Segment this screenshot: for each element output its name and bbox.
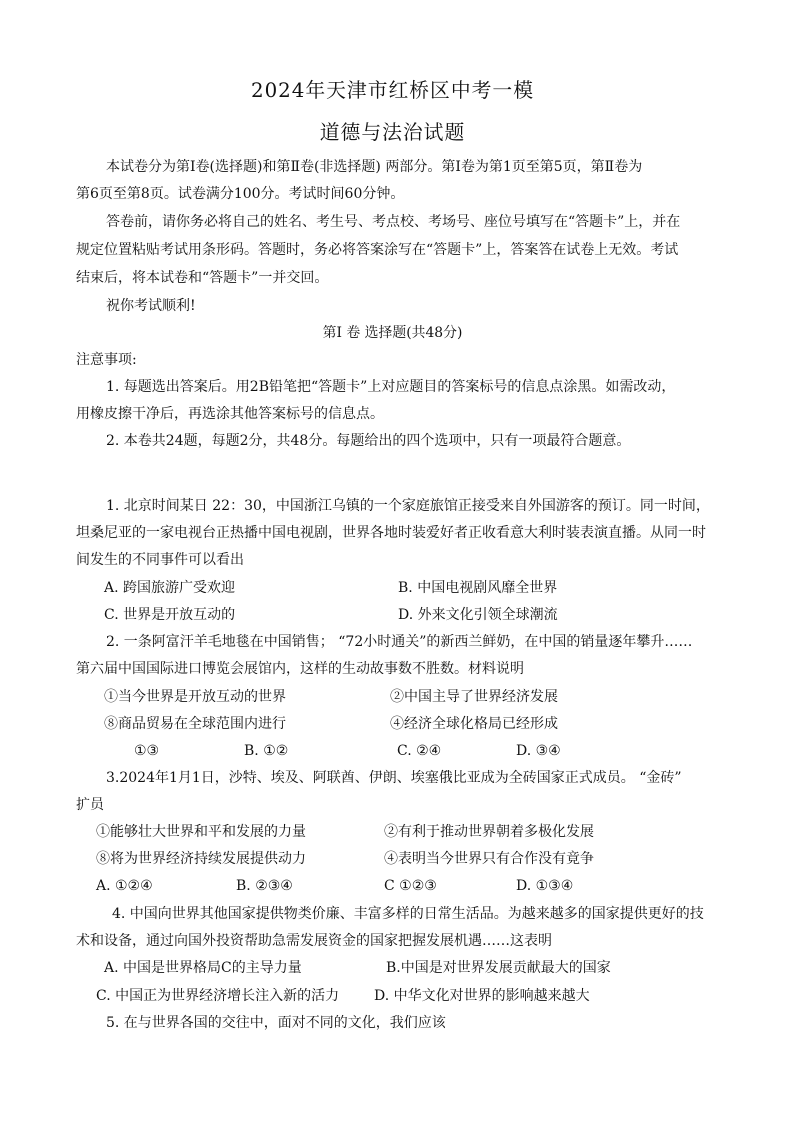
question-3-statement-3: ⑧将为世界经济持续发展提供动力	[96, 851, 306, 867]
question-4-option-b: B.中国是对世界发展贡献最大的国家	[386, 960, 611, 976]
question-3-option-c: C ①②③	[384, 878, 437, 894]
question-3-line-2: 扩员	[76, 797, 104, 813]
question-2-statement-3: ⑧商品贸易在全球范围内进行	[104, 716, 286, 732]
question-4-option-a: A. 中国是世界格局C的主导力量	[104, 960, 302, 976]
question-4-option-d: D. 中华文化对世界的影响越来越大	[374, 988, 590, 1004]
intro-paragraph-2-line-3: 结束后，将本试卷和“答题卡”一并交回。	[76, 270, 329, 286]
question-2-option-b: B. ①②	[244, 743, 289, 759]
question-1-option-a: A. 跨国旅游广受欢迎	[104, 580, 236, 596]
question-2-option-c: C. ②④	[397, 743, 442, 759]
question-2-statement-1: ①当今世界是开放互动的世界	[104, 689, 286, 705]
question-1-option-c: C. 世界是开放互动的	[104, 607, 236, 623]
notice-1-line-2: 用橡皮擦干净后，再选涂其他答案标号的信息点。	[76, 406, 384, 422]
good-luck-text: 祝你考试顺利!	[106, 298, 196, 314]
notice-label: 注意事项:	[76, 352, 137, 368]
question-3-statement-4: ④表明当今世界只有合作没有竟争	[384, 851, 594, 867]
question-3-statement-1: ①能够壮大世界和平和发展的力量	[96, 824, 306, 840]
question-2-option-d: D. ③④	[516, 743, 561, 759]
question-3-option-d: D. ①③④	[516, 878, 574, 894]
question-4-option-c: C. 中国正为世界经济增长注入新的活力	[96, 988, 340, 1004]
question-3-option-a: A. ①②④	[96, 878, 153, 894]
notice-2: 2. 本卷共24题，每题2分，共48分。每题给出的四个选项中，只有一项最符合题意。	[106, 433, 631, 449]
intro-paragraph-2-line-1: 答卷前，请你务必将自己的姓名、考生号、考点校、考场号、座位号填写在“答题卡”上，并在	[106, 214, 681, 230]
intro-paragraph-1-line-2: 第6页至第8页。试卷满分100分。考试时间60分钟。	[76, 186, 405, 202]
question-5-line-1: 5. 在与世界各国的交往中，面对不同的文化，我们应该	[106, 1015, 446, 1031]
question-1-option-d: D. 外来文化引领全球潮流	[398, 607, 558, 623]
question-2-statement-2: ②中国主导了世界经济发展	[390, 689, 558, 705]
question-1-line-1: 1. 北京时间某日 22：30，中国浙江乌镇的一个家庭旅馆正接受来自外国游客的预订。同一时间，	[106, 498, 710, 514]
exam-subtitle: 道德与法治试题	[319, 120, 466, 144]
question-3-line-1: 3.2024年1月1日，沙特、埃及、阿联酋、伊朗、埃塞俄比亚成为全砖国家正式成员。 “金砖”	[106, 770, 682, 786]
question-2-option-a: ①③	[134, 743, 160, 759]
notice-1-line-1: 1. 每题选出答案后。用2B铅笔把“答题卡”上对应题目的答案标号的信息点涂黑。如需改动，	[106, 379, 676, 395]
question-2-line-2: 第六届中国国际进口博览会展馆内，这样的生动故事数不胜数。材料说明	[76, 661, 524, 677]
intro-paragraph-2-line-2: 规定位置粘贴考试用条形码。答题时，务必将答案涂写在“答题卡”上，答案答在试卷上无效。考试	[76, 242, 679, 258]
question-1-line-2: 坦桑尼亚的一家电视台正热播中国电视剧，世界各地时装爱好者正收看意大利时装表演直播。从同一时	[76, 525, 706, 541]
exam-title: 2024年天津市红桥区中考一模	[250, 78, 535, 102]
question-1-option-b: B. 中国电视剧风靡全世界	[398, 580, 558, 596]
question-4-line-2: 术和设备，通过向国外投资帮助急需发展资金的国家把握发展机遇……这表明	[76, 933, 552, 949]
question-1-line-3: 间发生的不同事件可以看出	[76, 552, 244, 568]
intro-paragraph-1-line-1: 本试卷分为第Ⅰ卷(选择题)和第Ⅱ卷(非选择题) 两部分。第Ⅰ卷为第1页至第5页，第Ⅱ卷为	[106, 159, 643, 175]
question-2-line-1: 2. 一条阿富汗羊毛地毯在中国销售； “72小时通关”的新西兰鲜奶，在中国的销量逐年攀升……	[106, 634, 693, 650]
question-4-line-1: 4. 中国向世界其他国家提供物类价廉、丰富多样的日常生活品。为越来越多的国家提供更好的技	[112, 906, 704, 922]
question-3-statement-2: ②有利于推动世界朝着多极化发展	[384, 824, 594, 840]
section-heading: 第Ⅰ 卷 选择题(共48分)	[322, 325, 463, 341]
question-2-statement-4: ④经济全球化格局已经形成	[390, 716, 558, 732]
question-3-option-b: B. ②③④	[236, 878, 293, 894]
